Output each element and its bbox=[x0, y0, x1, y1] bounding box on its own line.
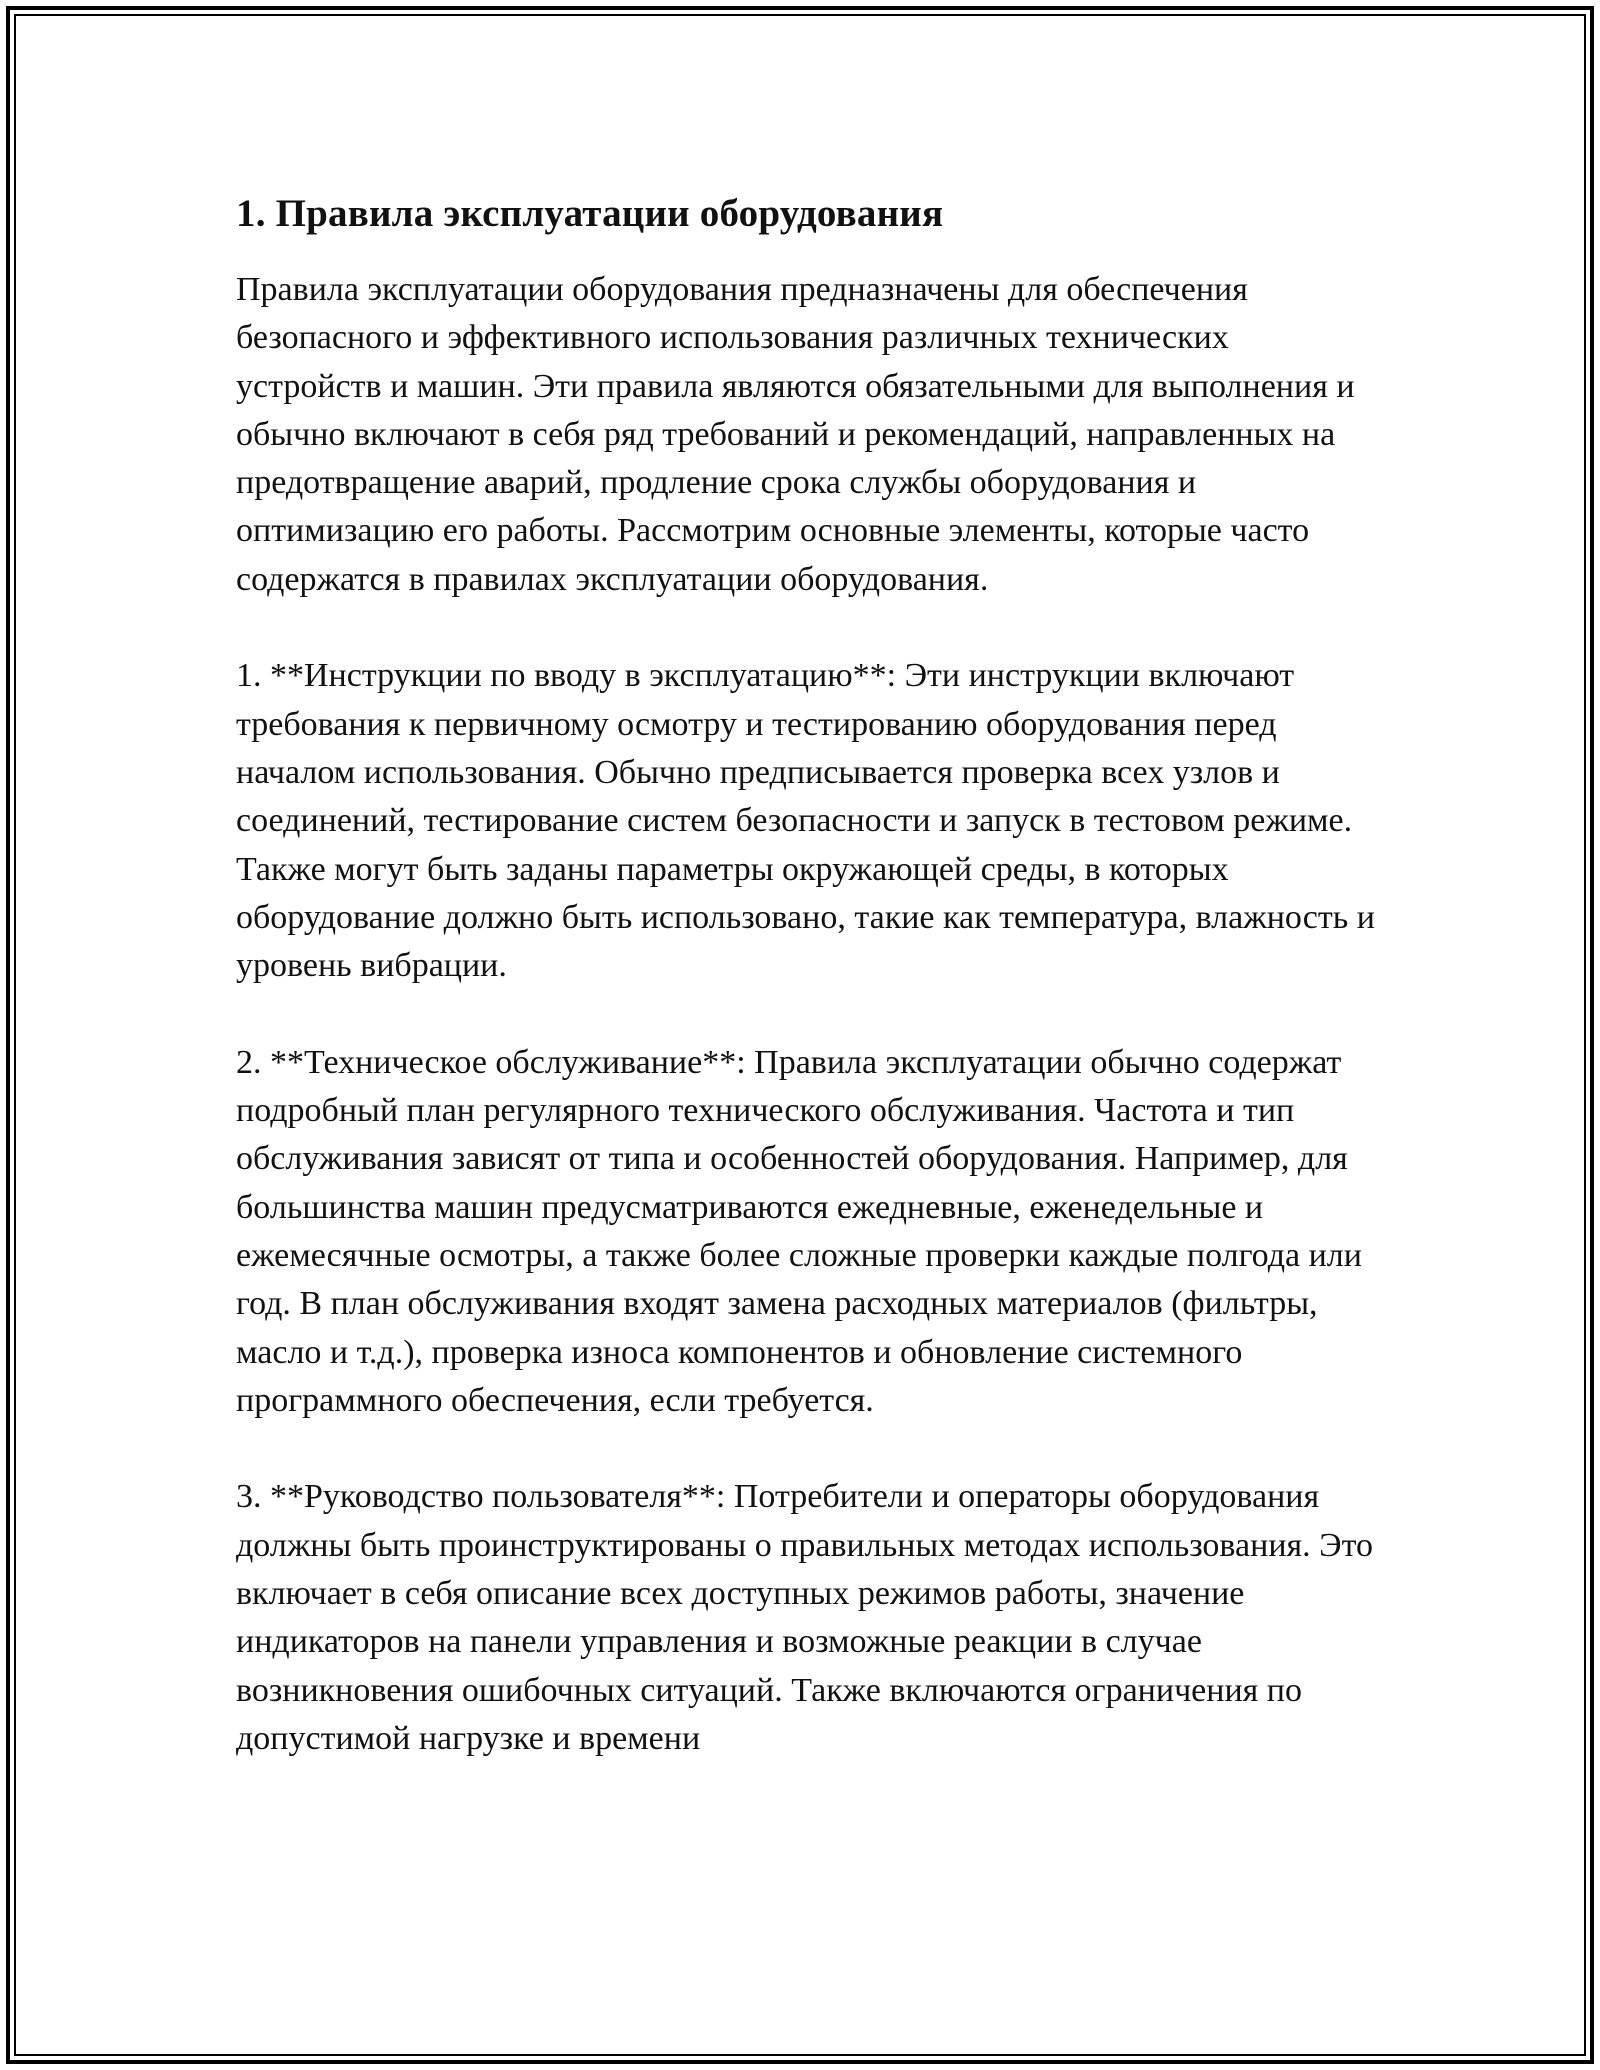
list-item-user-guide: 3. **Руководство пользователя**: Потребители и операторы оборудования должны быть проинструктированы о правильных методах использования. Это включает в себя описание всех доступных режимов работы, значение индикаторов на панели управления и возможные реакции в случае возникновения ошибочных ситуаций. Также включаются ограничения по допустимой нагрузке и времени bbox=[236, 1478, 1374, 1757]
intro-paragraph: Правила эксплуатации оборудования предназначены для обеспечения безопасного и эффективного использования различных технических устройств и машин. Эти правила являются обязательными для выполнения и обычно включают в себя ряд требований и рекомендаций, направленных на предотвращение аварий, продление срока службы оборудования и оптимизацию его работы. Рассмотрим основные элементы, которые часто содержатся в правилах эксплуатации оборудования. bbox=[236, 271, 1355, 598]
document-title: 1. Правила эксплуатации оборудования bbox=[236, 192, 944, 235]
list-item-maintenance: 2. **Техническое обслуживание**: Правила эксплуатации обычно содержат подробный план регулярного технического обслуживания. Частота и тип обслуживания зависят от типа и особенностей оборудования. Например, для большинства машин предусматриваются ежедневные, еженедельные и ежемесячные осмотры, а также более сложные проверки каждые полгода или год. В план обслуживания входят замена расходных материалов (фильтры, масло и т.д.), проверка износа компонентов и обновление системного программного обеспечения, если требуется. bbox=[236, 1043, 1362, 1419]
document-body bbox=[236, 188, 1376, 1763]
list-item-commissioning: 1. **Инструкции по вводу в эксплуатацию**: Эти инструкции включают требования к первичному осмотру и тестированию оборудования перед началом использования. Обычно предписывается проверка всех узлов и соединений, тестирование систем безопасности и запуск в тестовом режиме. Также могут быть заданы параметры окружающей среды, в которых оборудование должно быть использовано, такие как температура, влажность и уровень вибрации. bbox=[236, 657, 1375, 985]
